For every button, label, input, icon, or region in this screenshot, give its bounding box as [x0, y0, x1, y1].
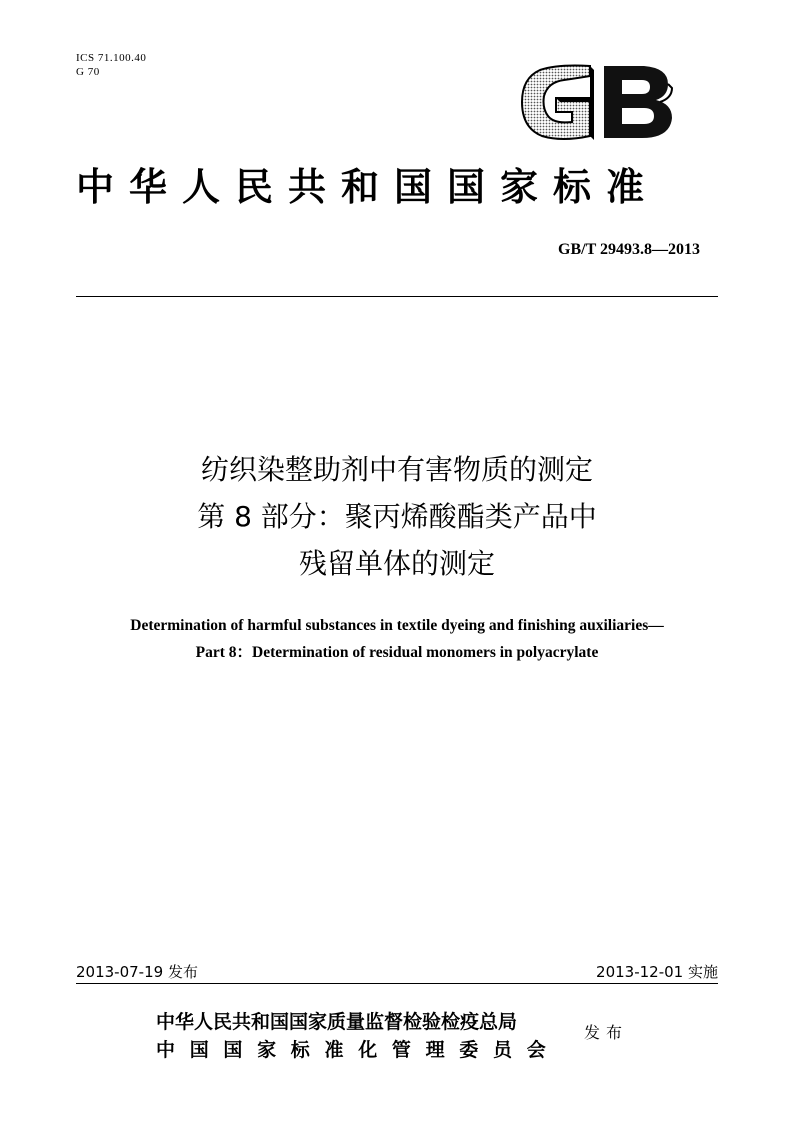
- chinese-title: [0, 446, 794, 587]
- chinese-title-line-3: 残留单体的测定: [298, 547, 495, 580]
- top-divider: [76, 296, 718, 297]
- gb-logo: [518, 62, 676, 142]
- standard-number: GB/T 29493.8—2013: [558, 241, 700, 258]
- release-date: 2013-07-19 发布: [76, 963, 198, 981]
- english-title-line-2: Part 8：Determination of residual monomers in polyacrylate: [195, 644, 599, 661]
- bottom-divider: [76, 983, 718, 984]
- ccs-code: G 70: [76, 66, 100, 78]
- classification-codes: [76, 51, 146, 79]
- english-title-line-1: Determination of harmful substances in textile dyeing and finishing auxiliaries—: [130, 617, 664, 634]
- publish-label: 发布: [584, 1023, 629, 1042]
- chinese-title-line-1: 纺织染整助剂中有害物质的测定: [200, 453, 593, 486]
- ics-code: ICS 71.100.40: [76, 52, 147, 64]
- chinese-title-line-2: 第 8 部分：聚丙烯酸酯类产品中: [197, 500, 597, 533]
- implementation-date: 2013-12-01 实施: [596, 963, 718, 981]
- issuing-authorities: [156, 1008, 566, 1064]
- issuer-aqsiq: 中华人民共和国国家质量监督检验检疫总局: [156, 1011, 518, 1033]
- national-standard-title: 中华人民共和国国家标准: [76, 164, 660, 209]
- issuer-sac: 中国国家标准化管理委员会: [156, 1039, 561, 1061]
- english-title: [0, 612, 794, 666]
